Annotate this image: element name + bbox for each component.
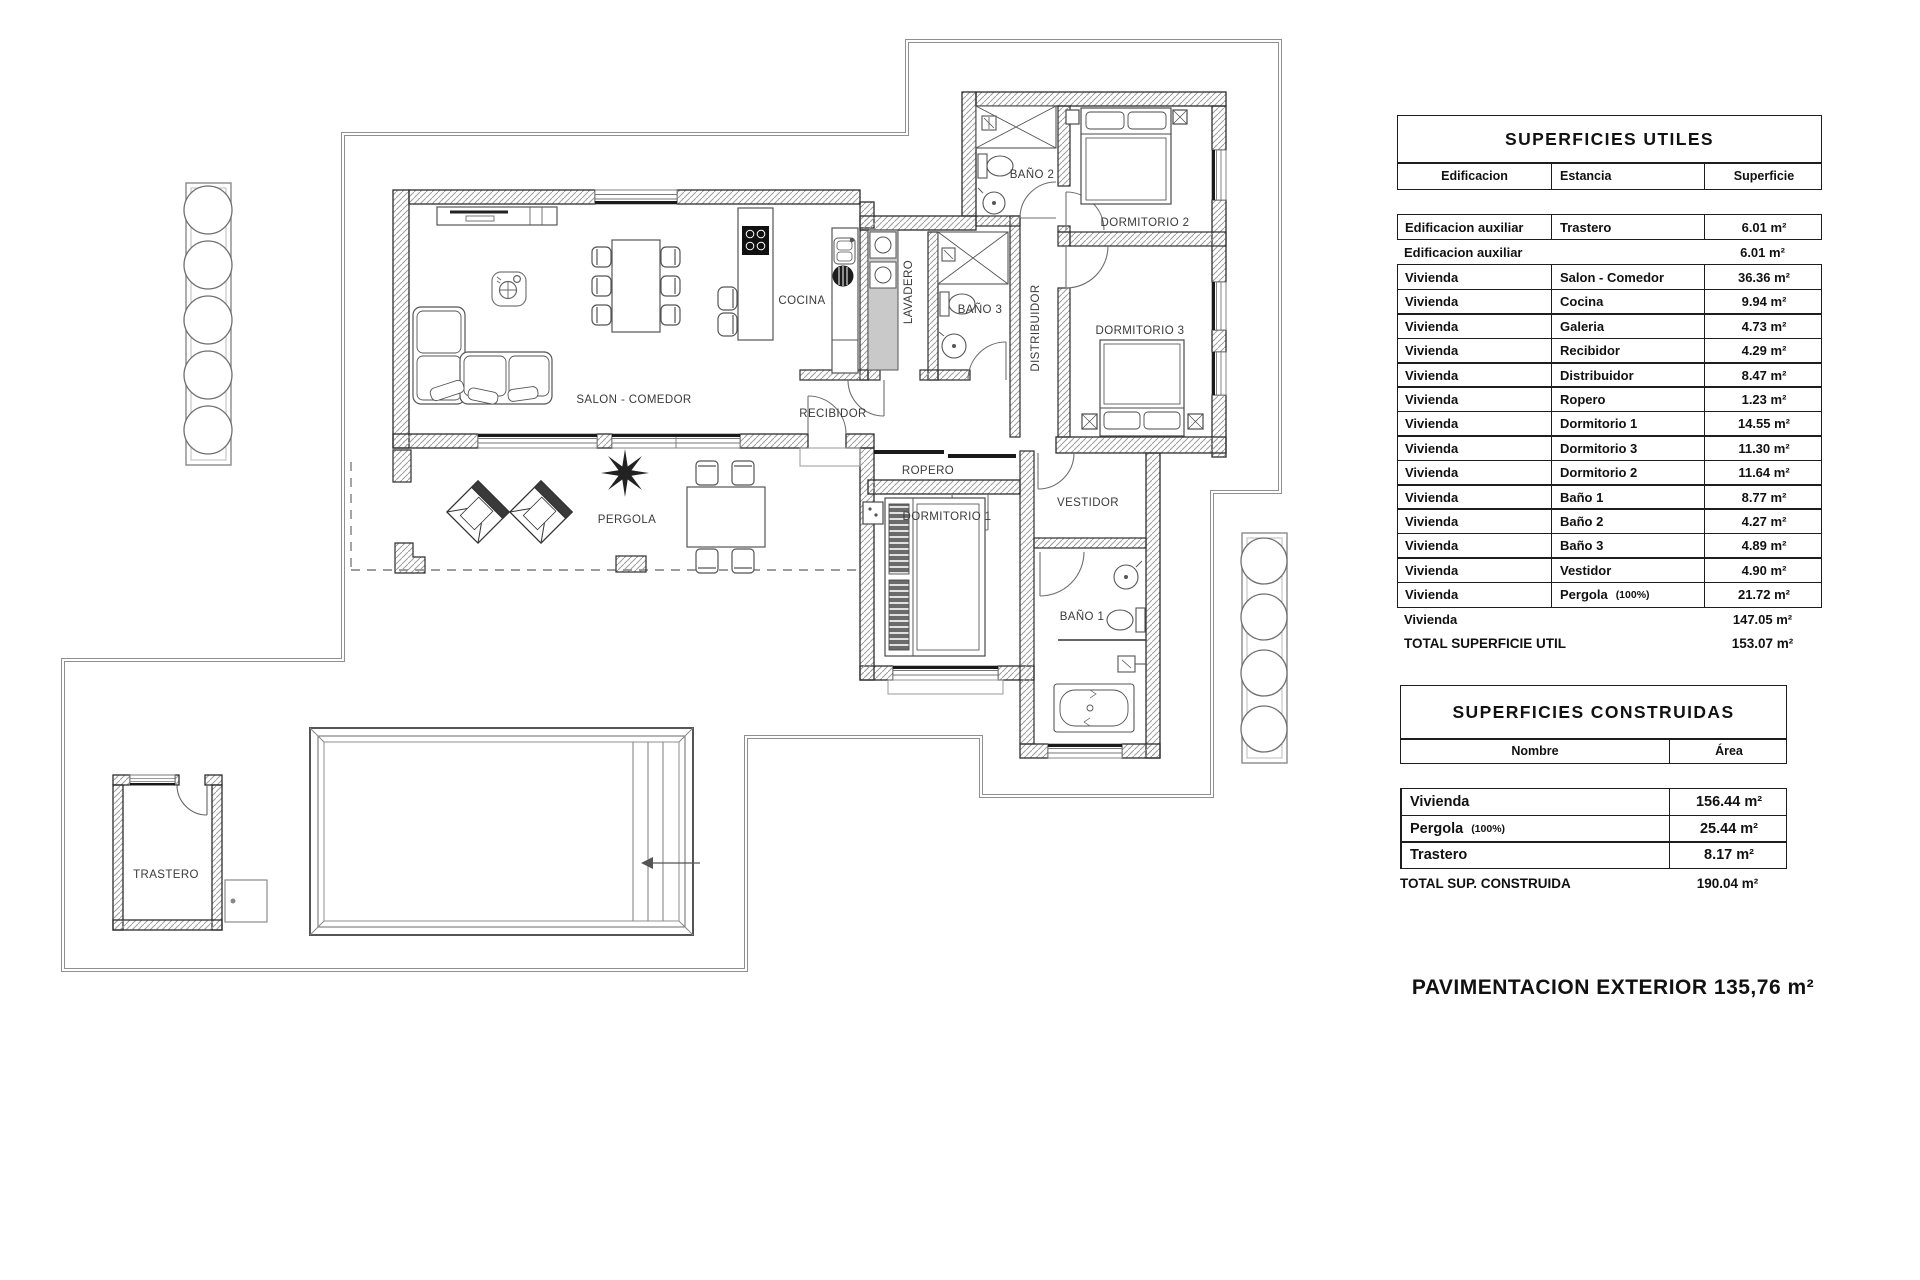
- door-icon: [1020, 182, 1056, 218]
- nightstand: [863, 502, 883, 524]
- lavadero-units: [868, 230, 898, 370]
- washbasin-icon: [1114, 561, 1142, 589]
- table-title: SUPERFICIES UTILES: [1397, 115, 1822, 164]
- label-distribuidor: DISTRIBUIDOR: [1030, 284, 1042, 372]
- label-dormitorio2: DORMITORIO 2: [1100, 217, 1190, 229]
- toilet-icon: [1107, 608, 1145, 632]
- table-row: Vivienda Pergola (100%) 21.72 m²: [1397, 582, 1822, 608]
- door-icon: [1040, 552, 1084, 596]
- table-row: Vivienda Salon - Comedor 36.36 m²: [1397, 264, 1822, 290]
- subtotal-row: Vivienda 147.05 m²: [1404, 612, 1793, 628]
- plant-icon: [601, 449, 649, 497]
- nightstand: [1188, 414, 1203, 429]
- label-recibidor: RECIBIDOR: [799, 408, 867, 420]
- window-icon: [595, 190, 677, 204]
- pool-entry-arrow: [641, 857, 700, 869]
- table-row: Vivienda Baño 2 4.27 m²: [1397, 508, 1822, 534]
- shower-icon: [938, 232, 1008, 284]
- lounge-chair: [447, 481, 509, 543]
- nightstand: [1082, 414, 1097, 429]
- table-title: SUPERFICIES CONSTRUIDAS: [1400, 685, 1787, 740]
- table-row: Vivienda Vestidor 4.90 m²: [1397, 557, 1822, 583]
- trastero-building: [113, 775, 267, 930]
- sliding-door-icon: [612, 434, 740, 448]
- toilet-icon: [978, 154, 1013, 178]
- window-icon: [1048, 744, 1122, 758]
- tree-icon: [184, 296, 232, 344]
- sink-icon: [834, 238, 855, 264]
- table-header-row: [1400, 738, 1787, 764]
- tree-row-left: [184, 183, 232, 465]
- label-lavadero: LAVADERO: [903, 259, 915, 325]
- bathtub-icon: [1054, 684, 1134, 732]
- tv-unit: [437, 207, 557, 225]
- tree-icon: [1241, 594, 1287, 640]
- heater-icon: [1118, 656, 1146, 672]
- table-row: Vivienda Cocina 9.94 m²: [1397, 289, 1822, 315]
- lounge-chair: [510, 481, 572, 543]
- tree-row-right: [1241, 533, 1287, 763]
- tree-icon: [184, 186, 232, 234]
- table-row: Vivienda Galeria 4.73 m²: [1397, 313, 1822, 339]
- column-header: Estancia: [1551, 163, 1704, 189]
- column-header: Superficie: [1704, 163, 1823, 189]
- table-row: Pergola (100%) 25.44 m²: [1400, 815, 1787, 843]
- nightstand: [1173, 110, 1187, 124]
- total-row: TOTAL SUP. CONSTRUIDA 190.04 m²: [1400, 875, 1759, 891]
- table-header-row: [1397, 162, 1822, 190]
- table-row: Vivienda 156.44 m²: [1400, 788, 1787, 816]
- bed-icon: [1100, 340, 1184, 436]
- door-icon: [1038, 453, 1074, 489]
- kitchen-furniture: [718, 208, 858, 373]
- window-icon: [1212, 150, 1226, 200]
- label-dormitorio3: DORMITORIO 3: [1095, 325, 1185, 337]
- label-bano2: BAÑO 2: [1009, 169, 1055, 181]
- table-row: Vivienda Distribuidor 8.47 m²: [1397, 362, 1822, 388]
- pavimentacion-exterior-note: PAVIMENTACION EXTERIOR 135,76 m²: [1411, 976, 1815, 999]
- entry-step: [800, 448, 860, 466]
- window-icon: [1212, 352, 1226, 395]
- table-row: Vivienda Dormitorio 1 14.55 m²: [1397, 411, 1822, 437]
- tree-icon: [1241, 538, 1287, 584]
- superficies-construidas-table: [1400, 685, 1787, 897]
- column-header: Nombre: [1511, 744, 1559, 759]
- nightstand: [1066, 110, 1079, 124]
- column-header: Edificacion: [1441, 169, 1508, 184]
- window-icon: [893, 666, 998, 680]
- cooktop-icon: [833, 266, 854, 287]
- table-row: Trastero 8.17 m²: [1400, 841, 1787, 869]
- tree-icon: [184, 241, 232, 289]
- label-ropero: ROPERO: [901, 465, 955, 477]
- door-icon: [177, 785, 207, 815]
- tree-icon: [1241, 650, 1287, 696]
- label-bano3: BAÑO 3: [957, 304, 1003, 316]
- label-pergola: PERGOLA: [597, 514, 657, 526]
- bed-icon: [1081, 108, 1171, 204]
- label-vestidor: VESTIDOR: [1057, 497, 1119, 509]
- table-row: Vivienda Baño 1 8.77 m²: [1397, 484, 1822, 510]
- label-bano1: BAÑO 1: [1059, 611, 1105, 623]
- label-trastero: TRASTERO: [133, 869, 199, 881]
- tree-icon: [1241, 706, 1287, 752]
- outdoor-dining-table: [687, 461, 765, 573]
- ceiling-fan-icon: [492, 272, 526, 306]
- label-cocina: COCINA: [778, 295, 826, 307]
- label-salon: SALON - COMEDOR: [576, 394, 692, 406]
- tree-icon: [184, 406, 232, 454]
- table-row: Vivienda Dormitorio 2 11.64 m²: [1397, 460, 1822, 486]
- tree-icon: [184, 351, 232, 399]
- sliding-door-icon: [874, 452, 1016, 456]
- total-row: TOTAL SUPERFICIE UTIL 153.07 m²: [1404, 636, 1794, 652]
- door-icon: [1066, 246, 1108, 288]
- hob-icon: [742, 226, 769, 255]
- superficies-utiles-table: [1397, 115, 1822, 656]
- table-row: Vivienda Baño 3 4.89 m²: [1397, 533, 1822, 559]
- table-row: Edificacion auxiliar Trastero 6.01 m²: [1397, 214, 1822, 240]
- meter-box: [225, 880, 267, 922]
- sofa: [413, 307, 552, 405]
- salon-furniture: [413, 207, 680, 405]
- label-dormitorio1: DORMITORIO 1: [902, 511, 992, 523]
- swimming-pool: [310, 728, 700, 935]
- table-row: Vivienda Dormitorio 3 11.30 m²: [1397, 435, 1822, 461]
- window-icon: [1212, 282, 1226, 330]
- table-row: Vivienda Recibidor 4.29 m²: [1397, 338, 1822, 364]
- chair-icon: [718, 287, 737, 336]
- dining-table: [592, 240, 680, 332]
- pool-steps: [633, 742, 663, 921]
- table-row-borderless: Edificacion auxiliar 6.01 m²: [1404, 244, 1785, 260]
- window-icon: [130, 775, 175, 785]
- table-row: Vivienda Ropero 1.23 m²: [1397, 386, 1822, 412]
- door-icon: [968, 342, 1006, 380]
- shower-icon: [976, 106, 1056, 148]
- washbasin-icon: [939, 332, 966, 358]
- terrace-step: [888, 680, 1003, 694]
- column-header: Área: [1669, 739, 1788, 763]
- washbasin-icon: [978, 188, 1005, 214]
- window-icon: [478, 434, 597, 448]
